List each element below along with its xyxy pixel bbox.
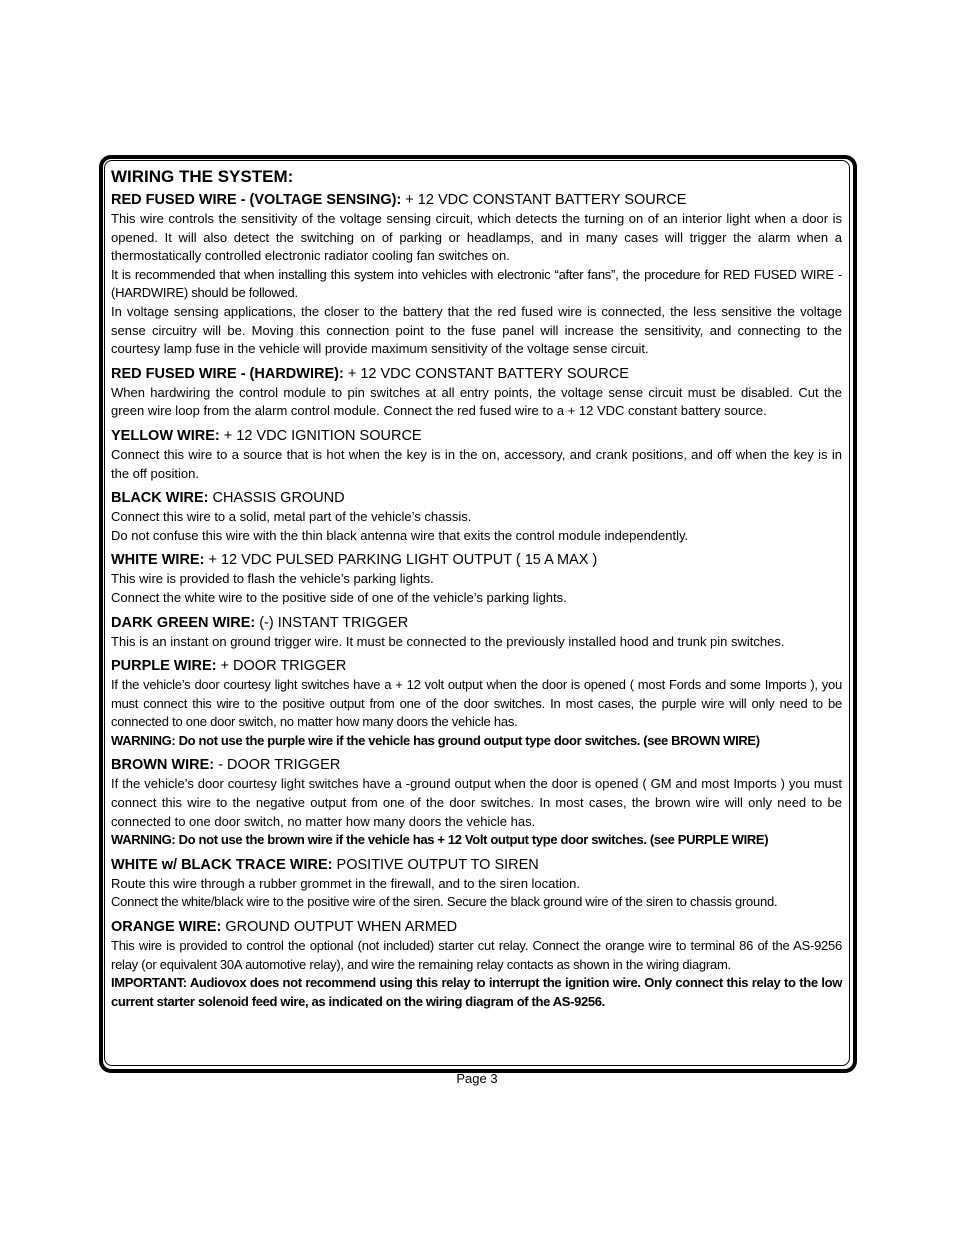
section-white-wire <box>111 551 842 607</box>
paragraph: This wire is provided to control the optional (not included) starter cut relay. Connect the orange wire to terminal 86 of the AS-9256 relay (or equivalent 30A automotive relay), and wire the remaining relay contacts as shown in the wiring diagram. <box>111 938 842 972</box>
paragraph: Connect this wire to a source that is hot when the key is in the on, accessory, and crank positions, and off when the key is in the off position. <box>111 446 842 481</box>
section-heading: YELLOW WIRE: + 12 VDC IGNITION SOURCE <box>111 427 422 444</box>
paragraph: This is an instant on ground trigger wire. It must be connected to the previously installed hood and trunk pin switches. <box>111 633 785 649</box>
paragraph: It is recommended that when installing this system into vehicles with electronic “after fans”, the procedure for RED FUSED WIRE - (HARDWIRE) should be followed. <box>111 266 842 301</box>
paragraph: Connect the white wire to the positive side of one of the vehicle’s parking lights. <box>111 589 567 605</box>
paragraph: Connect this wire to a solid, metal part of the vehicle’s chassis. <box>111 509 472 525</box>
paragraph: This wire is provided to flash the vehicle’s parking lights. <box>111 571 434 587</box>
wiring-content <box>111 167 842 1017</box>
paragraph: Do not confuse this wire with the thin black antenna wire that exits the control module independently. <box>111 527 689 543</box>
section-orange-wire <box>111 918 842 1011</box>
section-heading: RED FUSED WIRE - (HARDWIRE): + 12 VDC CONSTANT BATTERY SOURCE <box>111 365 629 382</box>
section-black-wire <box>111 489 842 545</box>
paragraph: When hardwiring the control module to pin switches at all entry points, the voltage sense circuit must be disabled. Cut the green wire loop from the alarm control module. Connect the red fused wire to a + 12 VDC constant battery source. <box>111 384 842 419</box>
section-white-black-trace-wire <box>111 856 842 912</box>
section-heading: BLACK WIRE: CHASSIS GROUND <box>111 490 345 507</box>
section-heading: ORANGE WIRE: GROUND OUTPUT WHEN ARMED <box>111 919 458 936</box>
section-yellow-wire <box>111 427 842 483</box>
paragraph: In voltage sensing applications, the closer to the battery that the red fused wire is connected, the less sensitive the voltage sense circuitry will be. Moving this connection point to the fuse panel will increase the sensitivity, and connecting to the courtesy lamp fuse in the vehicle will provide maximum sensitivity of the voltage sense circuit. <box>111 303 842 357</box>
section-dark-green-wire <box>111 614 842 652</box>
section-purple-wire <box>111 657 842 750</box>
section-heading: BROWN WIRE: - DOOR TRIGGER <box>111 757 341 774</box>
page-number: Page 3 <box>456 1071 498 1086</box>
paragraph: This wire controls the sensitivity of the voltage sensing circuit, which detects the turning on of an interior light when a door is opened. It will also detect the switching on of parking or headlamps, and in many cases will trigger the alarm when a thermostatically controlled electronic radiator cooling fan switches on. <box>111 211 842 264</box>
section-red-fused-voltage-sensing <box>111 191 842 359</box>
page-title: WIRING THE SYSTEM: <box>111 167 294 186</box>
paragraph: Connect the white/black wire to the positive wire of the siren. Secure the black ground wire of the siren to chassis ground. <box>111 894 778 910</box>
section-heading: DARK GREEN WIRE: (-) INSTANT TRIGGER <box>111 614 409 631</box>
paragraph: Route this wire through a rubber grommet in the firewall, and to the siren location. <box>111 875 580 891</box>
section-brown-wire <box>111 756 842 849</box>
section-heading: PURPLE WIRE: + DOOR TRIGGER <box>111 658 347 675</box>
warning-text: WARNING: Do not use the purple wire if the vehicle has ground output type door switches. (see BROWN WIRE) <box>111 732 760 748</box>
section-red-fused-hardwire <box>111 365 842 421</box>
warning-text: WARNING: Do not use the brown wire if the vehicle has + 12 Volt output type door switches. (see PURPLE WIRE) <box>111 832 769 848</box>
section-heading: WHITE w/ BLACK TRACE WIRE: POSITIVE OUTPUT TO SIREN <box>111 856 539 873</box>
section-heading: RED FUSED WIRE - (VOLTAGE SENSING): + 12 VDC CONSTANT BATTERY SOURCE <box>111 192 687 208</box>
paragraph: If the vehicle’s door courtesy light switches have a -ground output when the door is opened ( GM and most Imports ) you must connect this wire to the negative output from one of the door switches. In most cases, the brown wire will only need to be connected to one door switch, no matter how many doors the vehicle has. <box>111 776 842 829</box>
section-heading: WHITE WIRE: + 12 VDC PULSED PARKING LIGHT OUTPUT ( 15 A MAX ) <box>111 552 598 569</box>
important-text: IMPORTANT: Audiovox does not recommend using this relay to interrupt the ignition wire. Only connect this relay to the low current starter solenoid feed wire, as indicated on the wiring diagram of the AS-9256. <box>111 975 842 1009</box>
paragraph: If the vehicle’s door courtesy light switches have a + 12 volt output when the door is opened ( most Fords and some Imports ), you must connect this wire to the positive output from one of the door switches. In most cases, the purple wire will only need to be connected to one door switch, no matter how many doors the vehicle has. <box>111 677 842 730</box>
